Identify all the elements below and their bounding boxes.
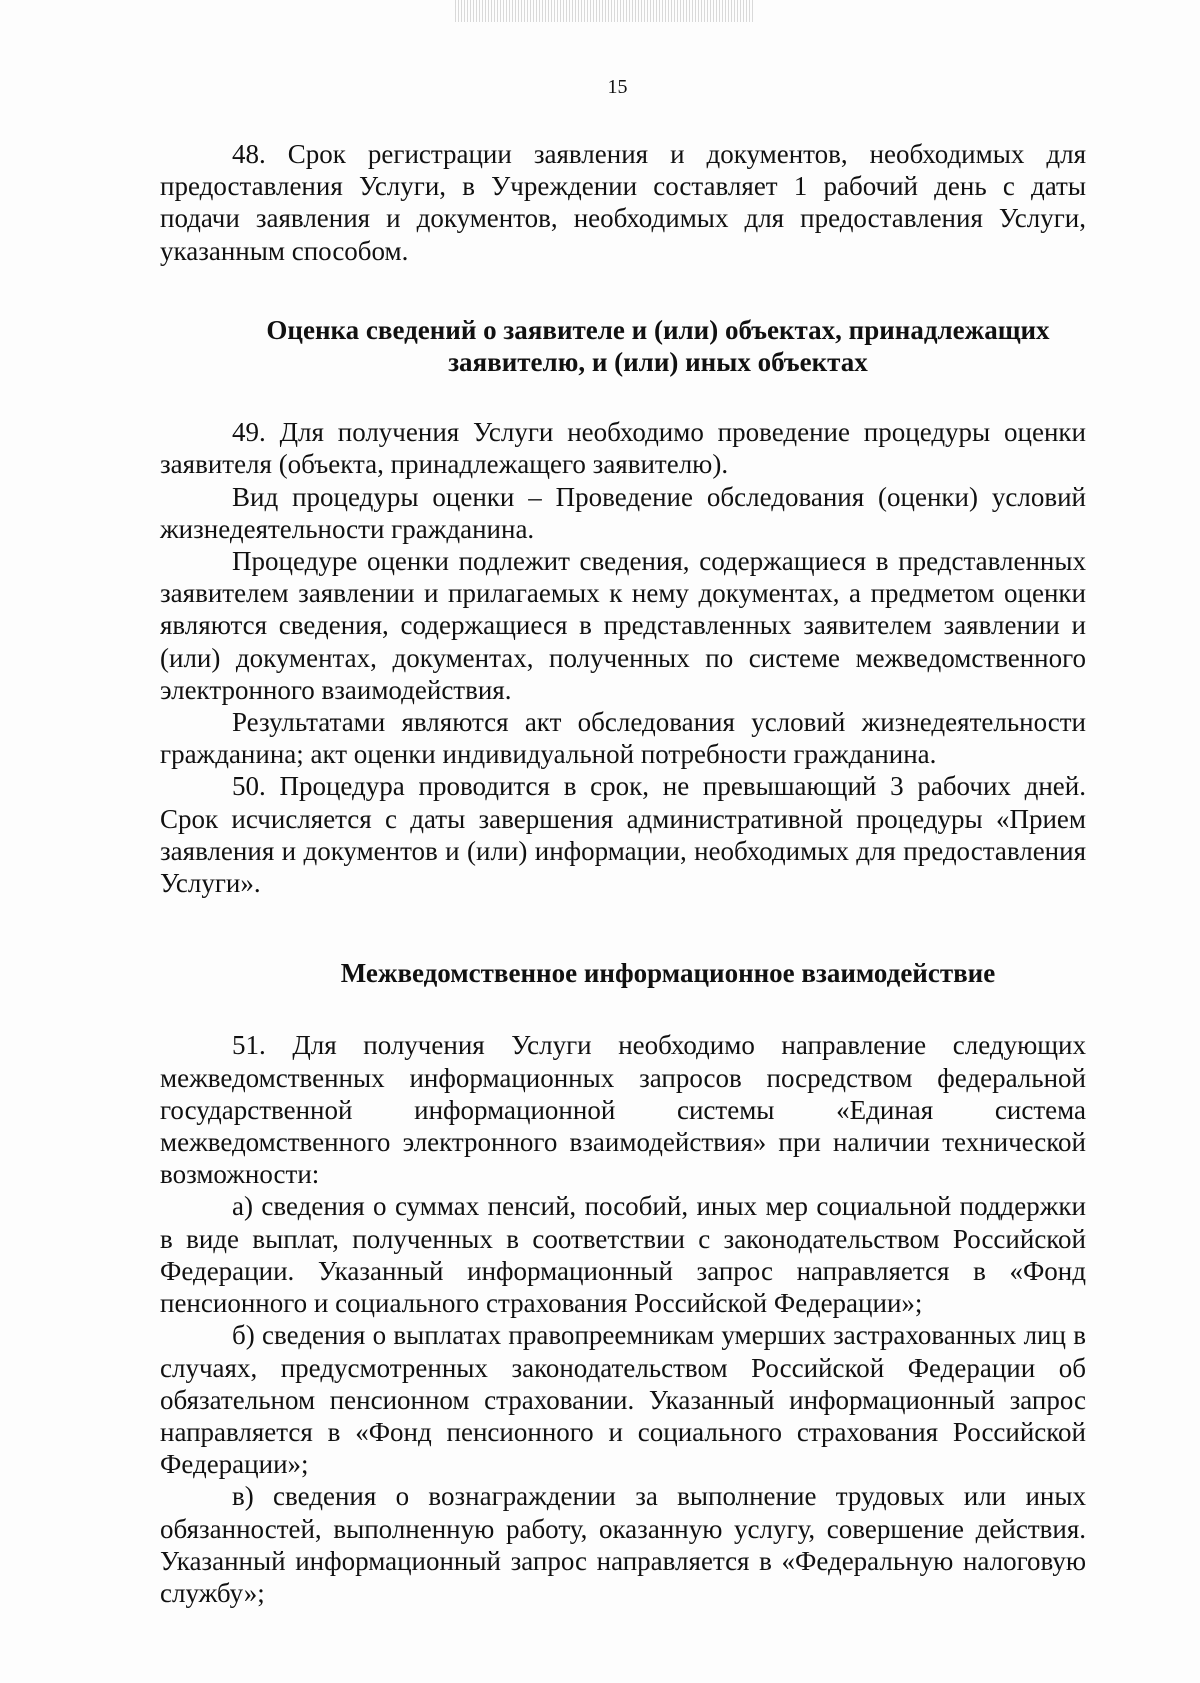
scan-artifact	[455, 0, 755, 22]
paragraph-assessment-type: Вид процедуры оценки – Проведение обследования (оценки) условий жизнедеятельности гражданина.	[160, 481, 1086, 544]
paragraph-48: 48. Срок регистрации заявления и документов, необходимых для предоставления Услуги, в Учреждении составляет 1 рабочий день с даты подачи заявления и документов, необходимых для предоставления Услуги, указанным способом.	[160, 139, 1086, 266]
list-item-b: б) сведения о выплатах правопреемникам умерших застрахованных лиц в случаях, предусмотренных законодательством Российской Федерации об обязательном пенсионном страховании. Указанный информационный запрос направляется в «Фонд пенсионного и социального страхования Российской Федерации»;	[160, 1320, 1086, 1480]
page-number: 15	[607, 76, 628, 98]
document-body	[160, 138, 1086, 1609]
paragraph-assessment-results: Результатами являются акт обследования условий жизнедеятельности гражданина; акт оценки индивидуальной потребности гражданина.	[160, 707, 1086, 770]
list-item-v: в) сведения о вознаграждении за выполнение трудовых или иных обязанностей, выполненную работу, оказанную услугу, совершение действия. Указанный информационный запрос направляется в «Федеральную налоговую службу»;	[160, 1481, 1086, 1608]
paragraph-51: 51. Для получения Услуги необходимо направление следующих межведомственных информационных запросов посредством федеральной государственной информационной системы «Единая система межведомственного электронного взаимодействия» при наличии технической возможности:	[160, 1030, 1086, 1190]
paragraph-49: 49. Для получения Услуги необходимо проведение процедуры оценки заявителя (объекта, принадлежащего заявителю).	[160, 417, 1086, 480]
paragraph-assessment-subject: Процедуре оценки подлежит сведения, содержащиеся в представленных заявителем заявлении и прилагаемых к нему документах, а предметом оценки являются сведения, содержащиеся в представленных заявителем заявлении и (или) документах, документах, полученных по системе межведомственного электронного взаимодействия.	[160, 546, 1086, 705]
section-heading-interagency: Межведомственное информационное взаимодействие	[340, 958, 996, 989]
list-item-a: а) сведения о суммах пенсий, пособий, иных мер социальной поддержки в виде выплат, полученных в соответствии с законодательством Российской Федерации. Указанный информационный запрос направляется в «Фонд пенсионного и социального страхования Российской Федерации»;	[160, 1191, 1086, 1319]
paragraph-50: 50. Процедура проводится в срок, не превышающий 3 рабочих дней. Срок исчисляется с даты завершения административной процедуры «Прием заявления и документов и (или) информации, необходимых для предоставления Услуги».	[160, 771, 1086, 899]
section-heading-assessment: Оценка сведений о заявителе и (или) объектах, принадлежащих заявителю, и (или) иных объектах	[266, 314, 1050, 378]
